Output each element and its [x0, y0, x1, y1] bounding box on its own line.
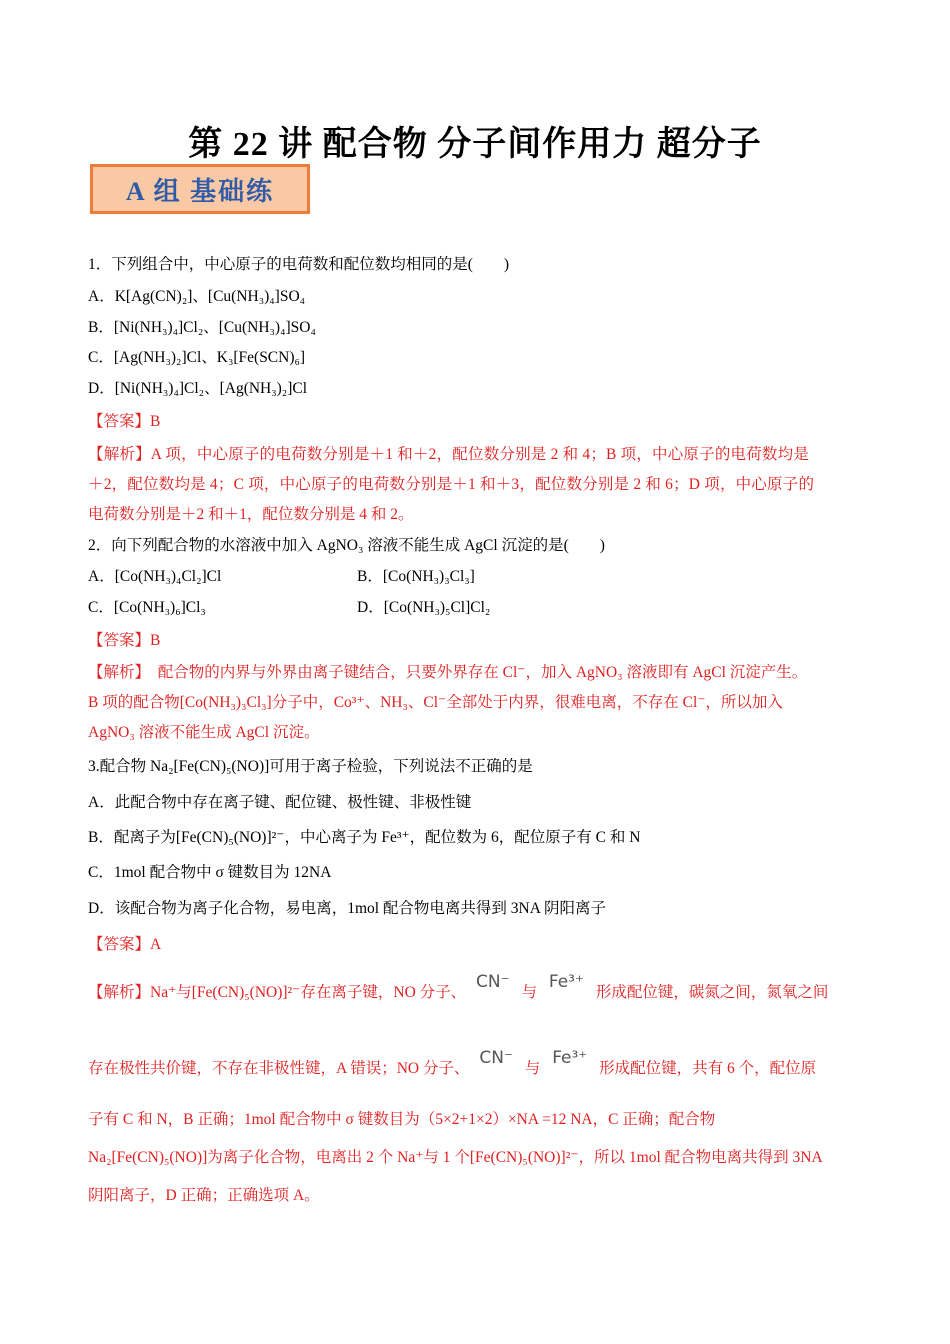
- q3-answer: 【答案】A: [88, 936, 162, 953]
- q3-analysis-line1-end: 形成配位键，碳氮之间，氮氧之间: [595, 984, 829, 1001]
- q1-option-d: D．[Ni(NH₃)₄]Cl₂、[Ag(NH₃)₂]Cl: [88, 380, 308, 397]
- q3-analysis-connector: 与: [521, 984, 537, 1001]
- q1-option-c: C．[Ag(NH₃)₂]Cl、K₃[Fe(SCN)₆]: [88, 349, 306, 366]
- q2-option-d: D．[Co(NH₃)₅Cl]Cl₂: [357, 599, 491, 616]
- q3-option-a: A．此配合物中存在离子键、配位键、极性键、非极性键: [88, 794, 472, 811]
- q3-analysis-line1-start: 【解析】Na⁺与[Fe(CN)₅(NO)]²⁻存在离子键，NO 分子、: [88, 984, 467, 1001]
- q2-analysis-line2: B 项的配合物[Co(NH₃)₃Cl₃]分子中，Co³⁺、NH₃、Cl⁻全部处于内界，很难电离，不存在 Cl⁻，所以加入: [88, 694, 783, 711]
- q2-option-a: A．[Co(NH₃)₄Cl₂]Cl: [88, 568, 222, 585]
- q1-stem: 1．下列组合中，中心原子的电荷数和配位数均相同的是( ): [88, 256, 510, 273]
- q1-answer: 【答案】B: [88, 413, 161, 430]
- q3-option-c: C．1mol 配合物中 σ 键数目为 12NA: [88, 864, 332, 881]
- q1-analysis-line3: 电荷数分别是＋2 和＋1，配位数分别是 4 和 2。: [88, 506, 414, 523]
- page-title: 第 22 讲 配合物 分子间作用力 超分子: [188, 126, 762, 163]
- q3-analysis-line5: 阴阳离子，D 正确；正确选项 A。: [88, 1187, 320, 1204]
- q2-analysis-line1: 【解析】 配合物的内界与外界由离子键结合，只要外界存在 Cl⁻，加入 AgNO₃ 溶液即有 AgCl 沉淀产生。: [88, 664, 808, 681]
- q2-answer: 【答案】B: [88, 632, 161, 649]
- q2-option-c: C．[Co(NH₃)₆]Cl₃: [88, 599, 206, 616]
- q2-analysis-line3: AgNO₃ 溶液不能生成 AgCl 沉淀。: [88, 724, 320, 741]
- q3-analysis-connector: 与: [524, 1060, 541, 1077]
- q3-stem: 3.配合物 Na₂[Fe(CN)₅(NO)]可用于离子检验，下列说法不正确的是: [88, 758, 533, 775]
- group-banner: A 组 基础练: [90, 164, 310, 214]
- q3-analysis-line1: [88, 972, 829, 1002]
- q3-analysis-line3: 子有 C 和 N，B 正确；1mol 配合物中 σ 键数目为（5×2+1×2）×NA =12 NA，C 正确；配合物: [88, 1111, 716, 1128]
- fe-ion-formula: Fe³⁺: [548, 972, 584, 992]
- cn-ion-formula: CN⁻: [479, 1048, 513, 1068]
- q1-analysis-line1: 【解析】A 项，中心原子的电荷数分别是＋1 和＋2，配位数分别是 2 和 4；B 项，中心原子的电荷数均是: [88, 446, 810, 463]
- cn-ion-formula: CN⁻: [476, 972, 510, 992]
- q2-stem: 2．向下列配合物的水溶液中加入 AgNO₃ 溶液不能生成 AgCl 沉淀的是( ): [88, 537, 605, 554]
- q3-option-d: D．该配合物为离子化合物，易电离，1mol 配合物电离共得到 3NA 阴阳离子: [88, 900, 606, 917]
- q2-option-b: B．[Co(NH₃)₃Cl₃]: [357, 568, 475, 585]
- q3-analysis-line2-start: 存在极性共价键，不存在非极性键，A 错误；NO 分子、: [88, 1060, 470, 1077]
- q1-option-a: A．K[Ag(CN)₂]、[Cu(NH₃)₄]SO₄: [88, 288, 306, 305]
- q3-analysis-line4: Na₂[Fe(CN)₅(NO)]为离子化合物，电离出 2 个 Na⁺与 1 个[Fe(CN)₅(NO)]²⁻，所以 1mol 配合物电离共得到 3NA: [88, 1149, 823, 1166]
- q3-analysis-line2: [88, 1048, 817, 1078]
- fe-ion-formula: Fe³⁺: [552, 1048, 588, 1068]
- q3-option-b: B．配离子为[Fe(CN)₅(NO)]²⁻，中心离子为 Fe³⁺，配位数为 6，配位原子有 C 和 N: [88, 829, 641, 846]
- q1-option-b: B．[Ni(NH₃)₄]Cl₂、[Cu(NH₃)₄]SO₄: [88, 319, 316, 336]
- q1-analysis-line2: ＋2，配位数均是 4；C 项，中心原子的电荷数分别是＋1 和＋3，配位数分别是 2 和 6；D 项，中心原子的: [88, 476, 815, 493]
- q3-analysis-line2-end: 形成配位键，共有 6 个，配位原: [599, 1060, 817, 1077]
